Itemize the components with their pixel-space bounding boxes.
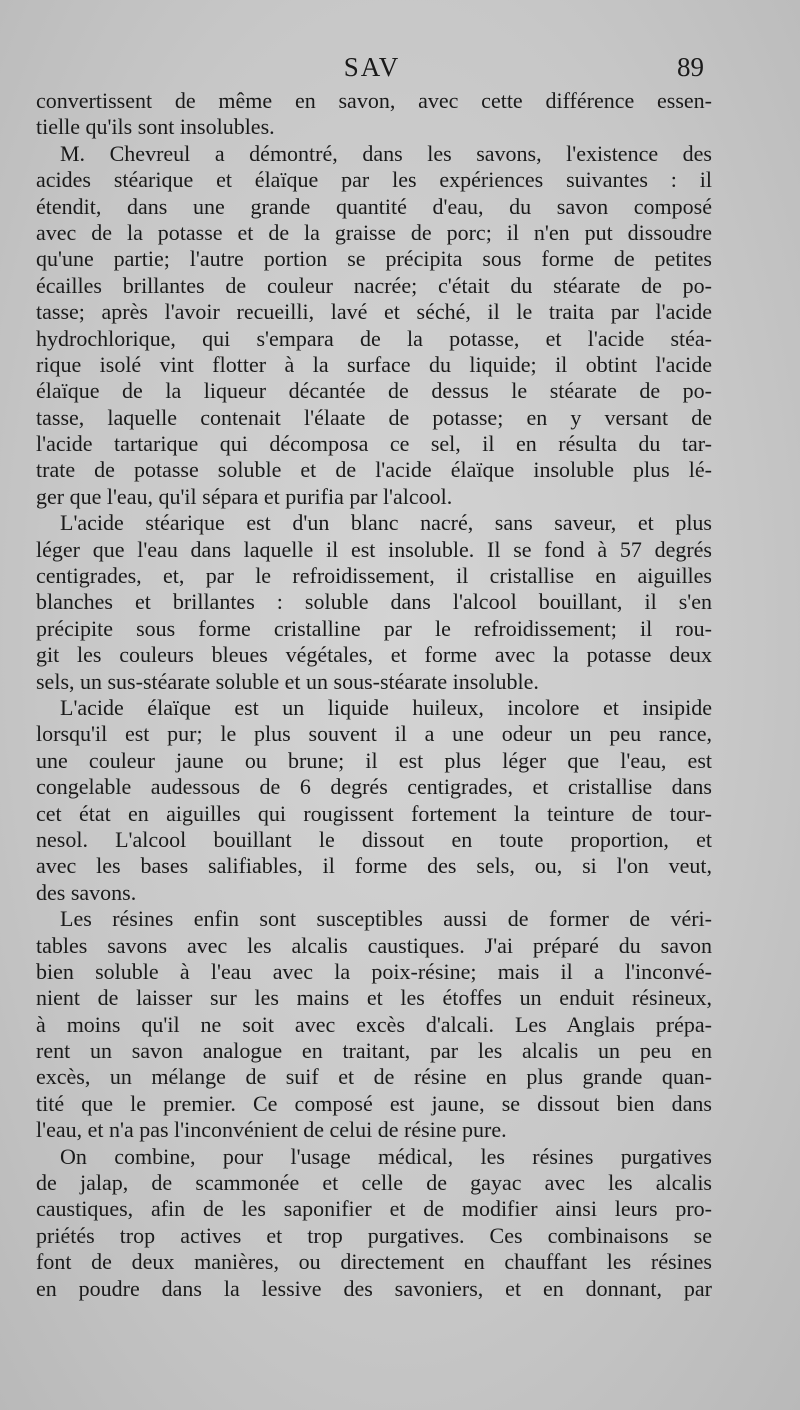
paragraph: [36, 906, 712, 1144]
text-line: tielle qu'ils sont insolubles.: [36, 114, 275, 140]
running-title: SAV: [343, 52, 401, 82]
text-line: rent un savon analogue en traitant, par les alcalis un peu en: [36, 1038, 712, 1064]
paragraph: [36, 141, 712, 510]
text-line: On combine, pour l'usage médical, les résines purgatives: [60, 1143, 712, 1169]
text-line: étendit, dans une grande quantité d'eau, du savon composé: [36, 193, 712, 219]
text-line: rique isolé vint flotter à la surface du liquide; il obtint l'acide: [36, 351, 712, 377]
text-line: léger que l'eau dans laquelle il est insoluble. Il se fond à 57 degrés: [36, 536, 712, 562]
text-line: congelable audessous de 6 degrés centigrades, et cristallise dans: [36, 774, 712, 800]
text-line: hydrochlorique, qui s'empara de la potasse, et l'acide stéa-: [36, 325, 712, 351]
text-line: des savons.: [36, 879, 137, 905]
paragraph: [36, 510, 712, 695]
text-line: acides stéarique et élaïque par les expériences suivantes : il: [36, 167, 712, 193]
text-line: nesol. L'alcool bouillant le dissout en toute proportion, et: [36, 826, 712, 852]
text-line: blanches et brillantes : soluble dans l'alcool bouillant, il s'en: [36, 589, 712, 615]
paragraph: [36, 695, 712, 906]
text-line: élaïque de la liqueur décantée de dessus le stéarate de po-: [36, 378, 712, 404]
text-line: excès, un mélange de suif et de résine en plus grande quan-: [36, 1064, 712, 1090]
text-line: tables savons avec les alcalis caustiques. J'ai préparé du savon: [36, 932, 712, 958]
text-line: trate de potasse soluble et de l'acide élaïque insoluble plus lé-: [36, 457, 712, 483]
text-line: une couleur jaune ou brune; il est plus léger que l'eau, est: [36, 747, 712, 773]
text-line: sels, un sus-stéarate soluble et un sous-stéarate insoluble.: [36, 668, 539, 694]
text-line: nient de laisser sur les mains et les étoffes un enduit résineux,: [36, 985, 712, 1011]
text-line: bien soluble à l'eau avec la poix-résine; mais il a l'inconvé-: [36, 958, 712, 984]
text-line: tasse; après l'avoir recueilli, lavé et séché, il le traita par l'acide: [36, 299, 712, 325]
text-line: en poudre dans la lessive des savoniers, et en donnant, par: [36, 1275, 712, 1301]
text-line: écailles brillantes de couleur nacrée; c'était du stéarate de po-: [36, 272, 712, 298]
text-line: de jalap, de scammonée et celle de gayac avec les alcalis: [36, 1170, 712, 1196]
text-line: priétés trop actives et trop purgatives. Ces combinaisons se: [36, 1222, 712, 1248]
paragraph: [36, 1144, 712, 1302]
text-line: tité que le premier. Ce composé est jaune, se dissout bien dans: [36, 1090, 712, 1116]
text-line: lorsqu'il est pur; le plus souvent il a une odeur un peu rance,: [36, 721, 712, 747]
text-line: qu'une partie; l'autre portion se précipita sous forme de petites: [36, 246, 712, 272]
text-line: centigrades, et, par le refroidissement, il cristallise en aiguilles: [36, 563, 712, 589]
text-line: à moins qu'il ne soit avec excès d'alcali. Les Anglais prépa-: [36, 1011, 712, 1037]
text-line: cet état en aiguilles qui rougissent fortement la teinture de tour-: [36, 800, 712, 826]
text-line: tasse, laquelle contenait l'élaate de potasse; en y versant de: [36, 404, 712, 430]
text-line: l'acide tartarique qui décomposa ce sel, il en résulta du tar-: [36, 431, 712, 457]
text-line: L'acide élaïque est un liquide huileux, incolore et insipide: [60, 694, 712, 720]
text-line: git les couleurs bleues végétales, et forme avec la potasse deux: [36, 642, 712, 668]
paragraph: [36, 88, 712, 141]
text-line: avec les bases salifiables, il forme des sels, ou, si l'on veut,: [36, 853, 712, 879]
page-number: 89: [677, 52, 704, 82]
body-text: [36, 88, 712, 1302]
text-line: M. Chevreul a démontré, dans les savons, l'existence des: [60, 140, 712, 166]
text-line: font de deux manières, ou directement en chauffant les résines: [36, 1249, 712, 1275]
text-line: avec de la potasse et de la graisse de porc; il n'en put dissoudre: [36, 219, 712, 245]
text-line: caustiques, afin de les saponifier et de modifier ainsi leurs pro-: [36, 1196, 712, 1222]
text-line: Les résines enfin sont susceptibles aussi de former de véri-: [60, 906, 712, 932]
running-head: [36, 52, 708, 92]
text-line: convertissent de même en savon, avec cette différence essen-: [36, 88, 712, 113]
text-line: précipite sous forme cristalline par le refroidissement; il rou-: [36, 615, 712, 641]
text-line: ger que l'eau, qu'il sépara et purifia par l'alcool.: [36, 483, 453, 509]
text-line: L'acide stéarique est d'un blanc nacré, sans saveur, et plus: [60, 510, 712, 536]
text-line: l'eau, et n'a pas l'inconvénient de celui de résine pure.: [36, 1117, 507, 1143]
